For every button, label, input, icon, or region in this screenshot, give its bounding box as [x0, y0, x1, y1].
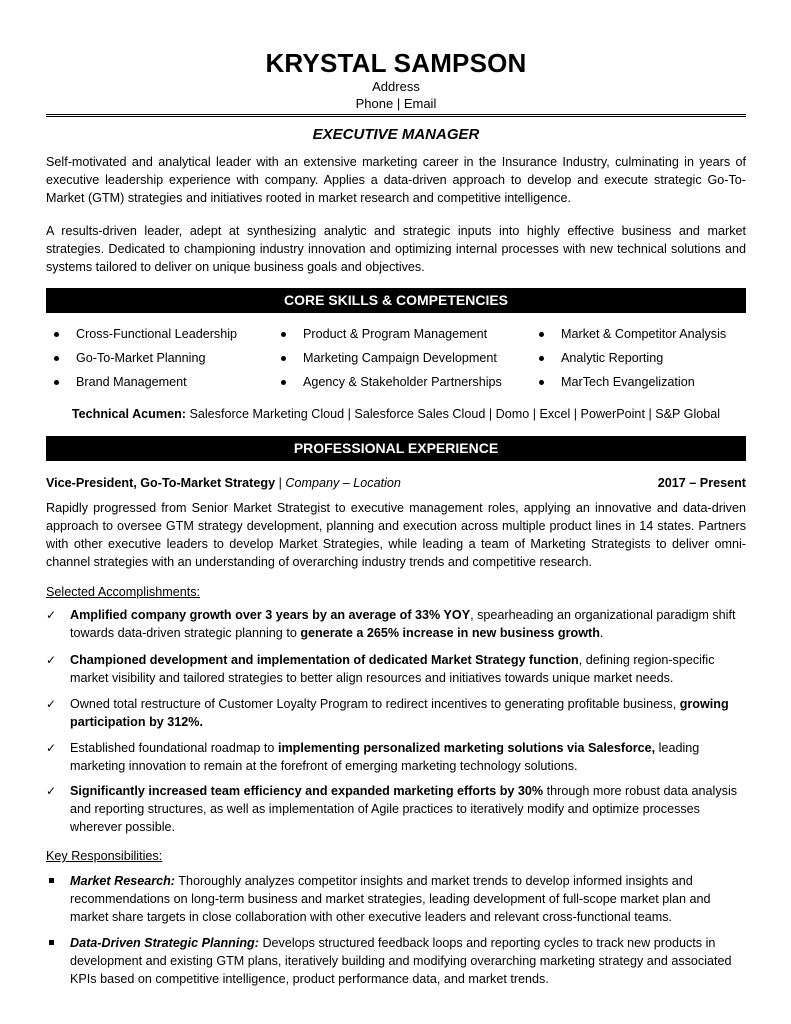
skill-item: Product & Program Management	[273, 325, 531, 343]
skills-list	[46, 325, 746, 391]
square-bullet-icon	[49, 940, 54, 945]
skill-item: Market & Competitor Analysis	[531, 325, 746, 343]
address-line: Address	[372, 79, 420, 94]
accomplishment-item: ✓ Significantly increased team efficiency and expanded marketing efforts by 30% through more robust data analysis and reporting structures, as well as implementation of Agile practices to iteratively modify and optimize processes wherever possible.	[46, 784, 738, 834]
contact-block	[46, 78, 746, 112]
skill-item: Brand Management	[46, 373, 273, 391]
responsibility-item: Market Research: Thoroughly analyzes competitor insights and market trends to develop informed insights and recommendations on long-term business and market strategies, leading development of full-scope market plan and market share targets in close collaboration with other executive leaders and relevant cross-functional teams.	[46, 872, 746, 926]
job-header	[46, 474, 746, 492]
responsibility-item: Data-Driven Strategic Planning: Develops structured feedback loops and reporting cycles to track new products in development and existing GTM plans, iteratively building and modifying overarching marketing strategy and associated KPIs based on competitive intelligence, product performance data, and market trends.	[46, 934, 746, 988]
bullet-icon	[54, 332, 59, 337]
bullet-icon	[539, 356, 544, 361]
bullet-icon	[539, 332, 544, 337]
accomplishment-item: ✓ Championed development and implementation of dedicated Market Strategy function, defining region-specific market visibility and tailored strategies to better align resources and initiatives towards unique market needs.	[46, 653, 715, 685]
candidate-name: KRYSTAL SAMPSON	[265, 48, 527, 78]
job-dates: 2017 – Present	[657, 476, 746, 490]
summary-paragraph-1: Self-motivated and analytical leader with an extensive marketing career in the Insurance Industry, culminating in years of executive leadership experience with company. Applies a data-driven approach to develop and execute strategic Go-To-Market (GTM) strategies and initiatives rooted in market research and competitive intelligence.	[46, 155, 746, 205]
job-title: Vice-President, Go-To-Market Strategy	[46, 476, 276, 490]
professional-title: EXECUTIVE MANAGER	[312, 126, 480, 143]
job-description: Rapidly progressed from Senior Market Strategist to executive management roles, applying an innovative and data-driven approach to oversee GTM strategy development, planning and execution across multiple product lines in 14 states. Partners with other executive leaders to develop Market Strategies, while leading a team of Marketing Strategists to deliver omni-channel strategies with an understanding of overarching industry trends and competitive research.	[46, 501, 746, 569]
skill-item: Analytic Reporting	[531, 349, 746, 367]
bullet-icon	[54, 380, 59, 385]
job-company: Company – Location	[285, 476, 401, 490]
skill-item: MarTech Evangelization	[531, 373, 746, 391]
bullet-icon	[539, 380, 544, 385]
job-separator: |	[275, 476, 286, 490]
skill-item: Marketing Campaign Development	[273, 349, 531, 367]
checkmark-icon: ✓	[46, 608, 57, 622]
bullet-icon	[281, 356, 286, 361]
skill-item: Cross-Functional Leadership	[46, 325, 273, 343]
accomplishments-heading: Selected Accomplishments:	[46, 585, 200, 599]
technical-acumen-label: Technical Acumen:	[71, 407, 186, 421]
header-divider	[46, 114, 746, 117]
square-bullet-icon	[49, 878, 54, 883]
skill-item: Go-To-Market Planning	[46, 349, 273, 367]
responsibilities-heading: Key Responsibilities:	[46, 849, 163, 863]
summary-paragraph-2: A results-driven leader, adept at synthesizing analytic and strategic inputs into highly effective business and market strategies. Dedicated to championing industry innovation and optimizing internal processes with new technical solutions and systems tailored to deliver on unique business goals and objectives.	[46, 224, 746, 274]
bullet-icon	[54, 356, 59, 361]
accomplishment-item: ✓ Owned total restructure of Customer Loyalty Program to redirect incentives to generating profitable business, growing participation by 312%.	[46, 697, 729, 729]
experience-section-heading: PROFESSIONAL EXPERIENCE	[46, 436, 746, 461]
phone-email-line: Phone | Email	[355, 96, 437, 111]
checkmark-icon: ✓	[46, 741, 57, 755]
technical-acumen	[46, 405, 746, 423]
technical-acumen-value: Salesforce Marketing Cloud | Salesforce Sales Cloud | Domo | Excel | PowerPoint | S&P Global	[185, 407, 721, 421]
bullet-icon	[281, 332, 286, 337]
accomplishment-item: ✓ Amplified company growth over 3 years by an average of 33% YOY, spearheading an organizational paradigm shift towards data-driven strategic planning to generate a 265% increase in new business growth.	[46, 608, 736, 640]
checkmark-icon: ✓	[46, 653, 57, 667]
checkmark-icon: ✓	[46, 784, 57, 798]
bullet-icon	[281, 380, 286, 385]
skill-item: Agency & Stakeholder Partnerships	[273, 373, 531, 391]
accomplishment-item: ✓ Established foundational roadmap to implementing personalized marketing solutions via Salesforce, leading marketing innovation to remain at the forefront of emerging marketing technology solutions.	[46, 741, 700, 773]
checkmark-icon: ✓	[46, 697, 57, 711]
skills-section-heading: CORE SKILLS & COMPETENCIES	[46, 288, 746, 313]
